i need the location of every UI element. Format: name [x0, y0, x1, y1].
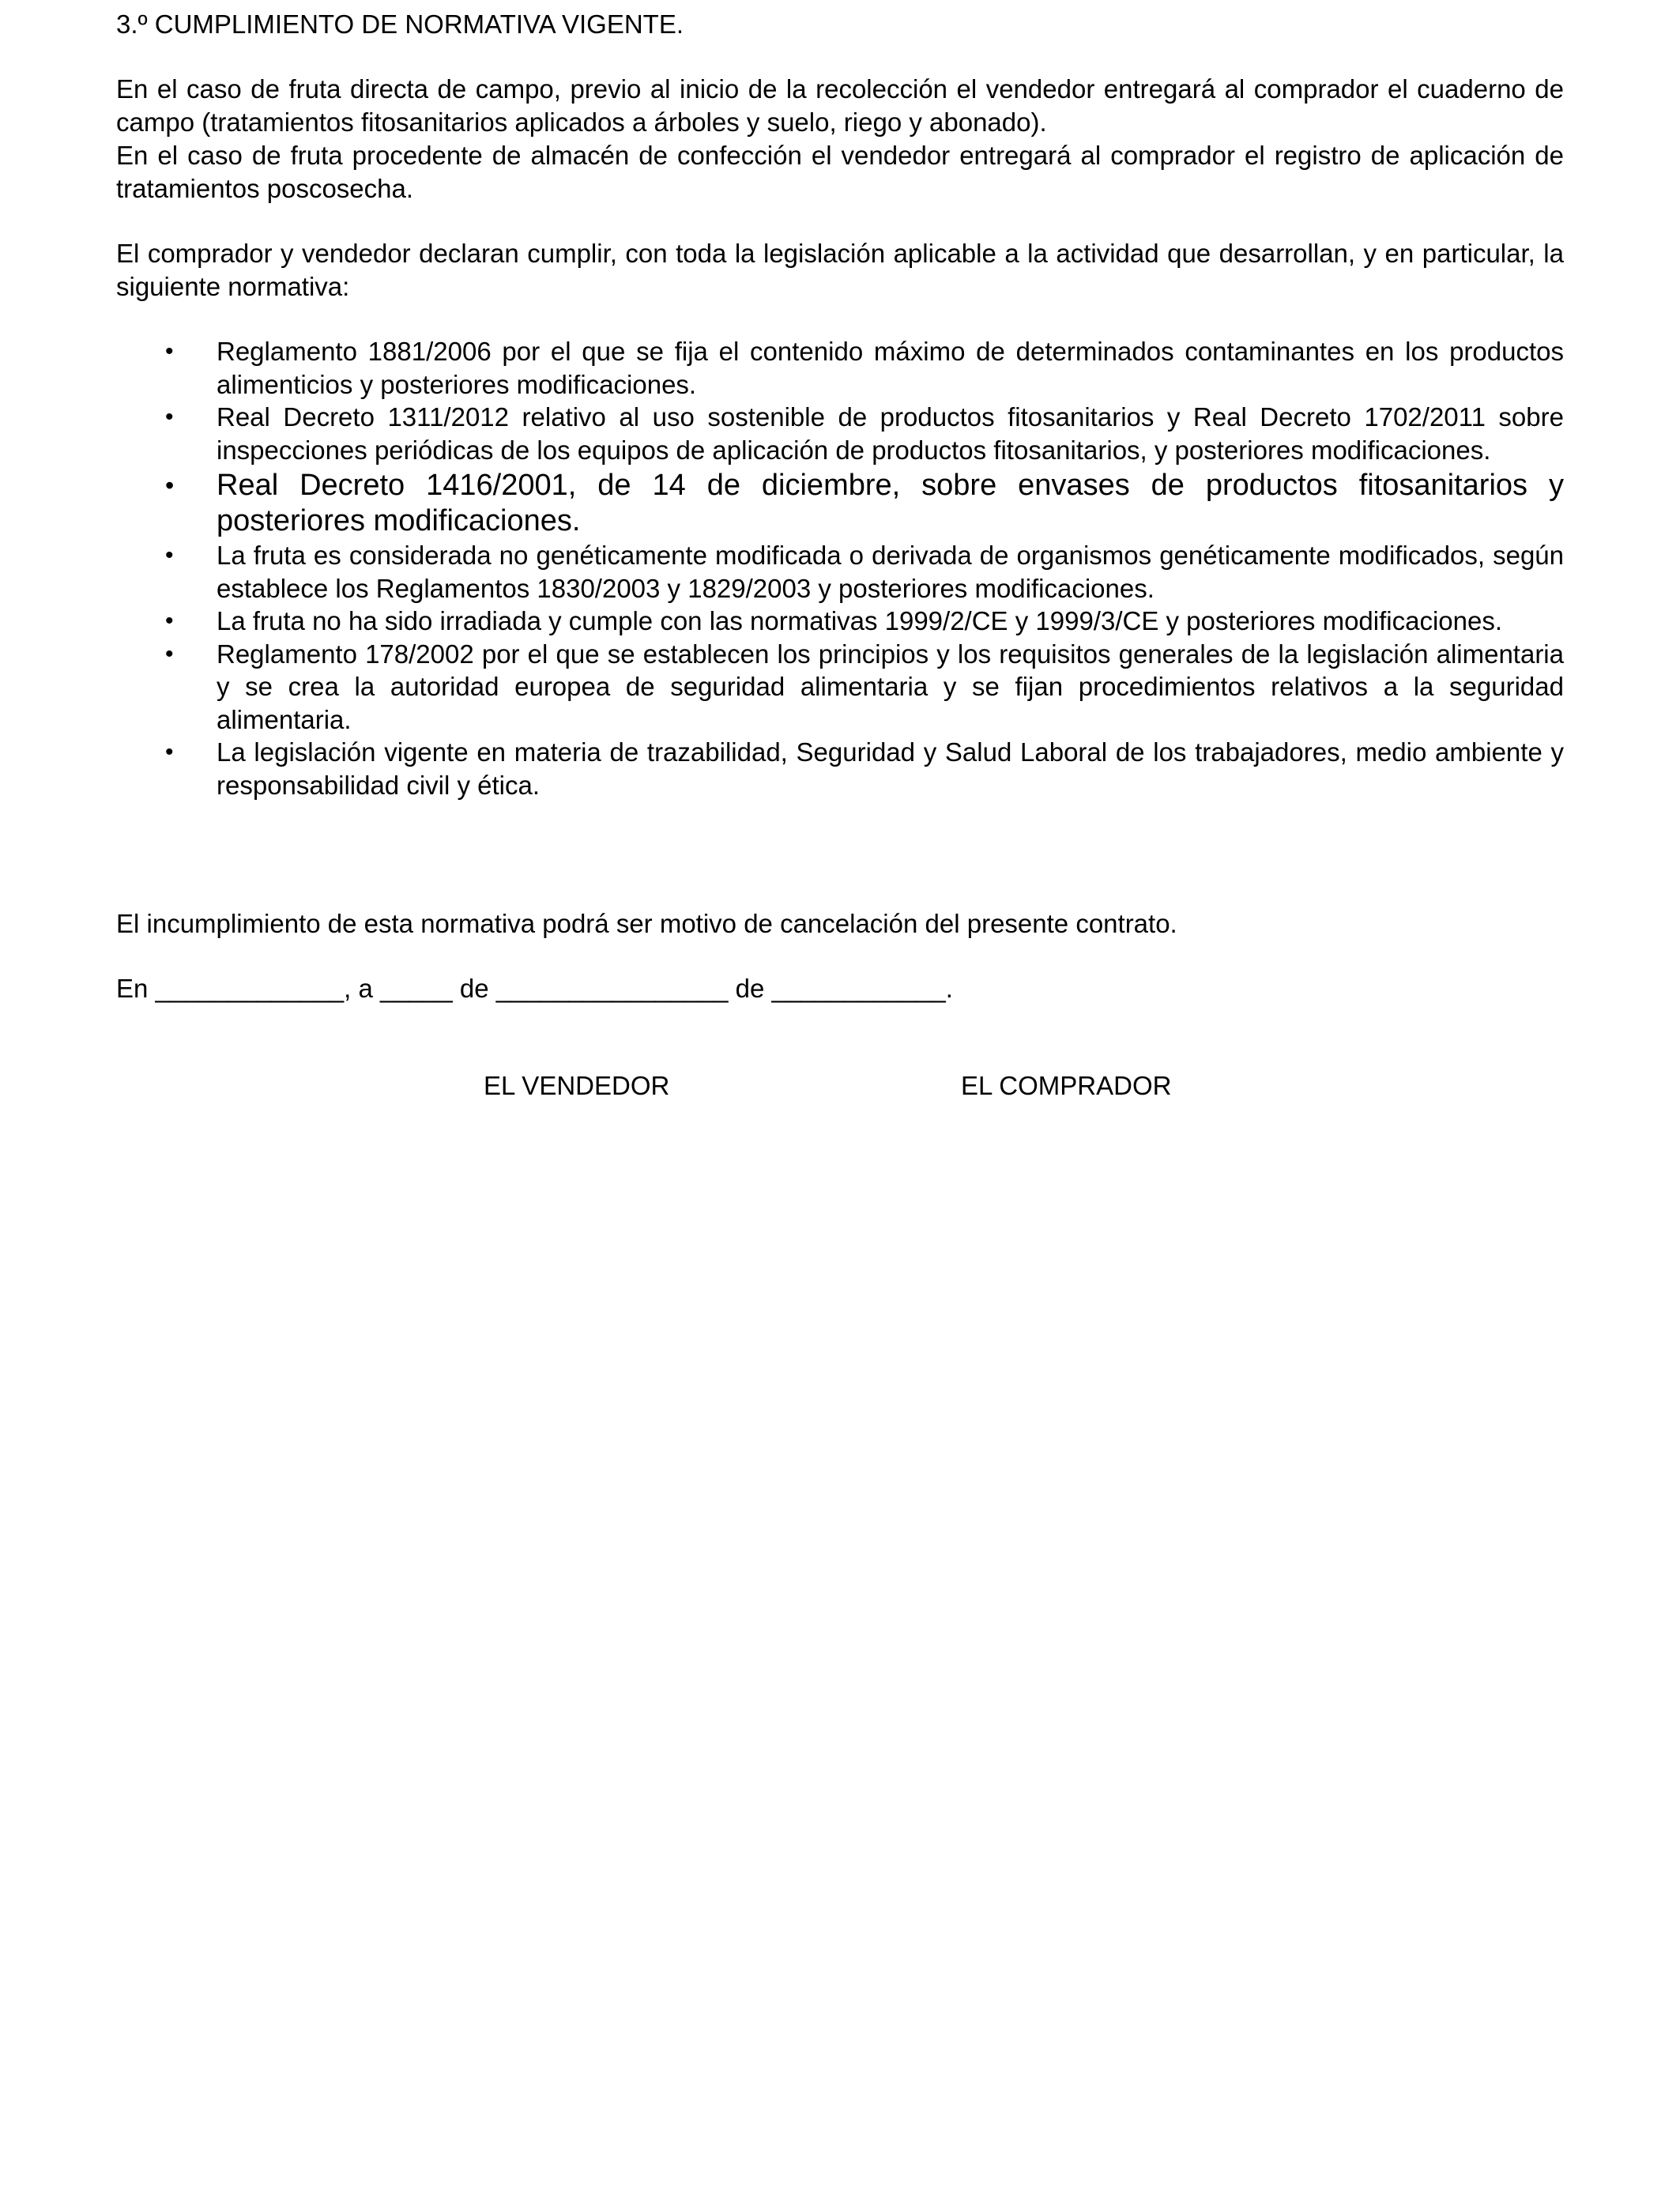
- section-heading: 3.º CUMPLIMIENTO DE NORMATIVA VIGENTE.: [116, 9, 684, 39]
- list-item-text: La fruta es considerada no genéticamente modificada o derivada de organismos genéticamente modificados, según establece los Reglamentos 1830/2003 y 1829/2003 y posteriores modificaciones.: [217, 541, 1564, 603]
- bullet-icon: •: [165, 542, 174, 568]
- bullet-icon: •: [165, 338, 174, 364]
- list-item: [116, 335, 1564, 401]
- list-item: [116, 605, 1564, 638]
- list-item-text: La legislación vigente en materia de trazabilidad, Seguridad y Salud Laboral de los trabajadores, medio ambiente y responsabilidad civil y ética.: [217, 737, 1564, 800]
- bullet-icon: •: [165, 739, 174, 765]
- paragraph-cuaderno-campo: En el caso de fruta directa de campo, previo al inicio de la recolección el vendedor entregará al comprador el cuaderno de campo (tratamientos fitosanitarios aplicados a árboles y suelo, riego y abonado).: [116, 74, 1564, 137]
- list-item: [116, 401, 1564, 466]
- date-place-line: En _____________, a _____ de ________________ de ____________.: [116, 974, 953, 1003]
- normativa-list: [116, 335, 1564, 801]
- paragraph-registro-poscosecha: En el caso de fruta procedente de almacén de confección el vendedor entregará al comprador el registro de aplicación de tratamientos poscosecha.: [116, 141, 1564, 203]
- list-item: [116, 468, 1564, 539]
- paragraph-incumplimiento: El incumplimiento de esta normativa podrá ser motivo de cancelación del presente contrato.: [116, 909, 1177, 938]
- list-item-text: Real Decreto 1311/2012 relativo al uso sostenible de productos fitosanitarios y Real Decreto 1702/2011 sobre inspecciones periódicas de los equipos de aplicación de productos fitosanitarios, y posteriores modificaciones.: [217, 402, 1564, 465]
- list-item-text: Reglamento 1881/2006 por el que se fija el contenido máximo de determinados contaminantes en los productos alimenticios y posteriores modificaciones.: [217, 337, 1564, 399]
- list-item-text: Reglamento 178/2002 por el que se establecen los principios y los requisitos generales de la legislación alimentaria y se crea la autoridad europea de seguridad alimentaria y se fijan procedimientos relativos a la seguridad alimentaria.: [217, 639, 1564, 734]
- signature-label-buyer: EL COMPRADOR: [961, 1071, 1172, 1100]
- bullet-icon: •: [165, 471, 175, 499]
- list-item: [116, 736, 1564, 801]
- bullet-icon: •: [165, 640, 174, 667]
- bullet-icon: •: [165, 404, 174, 430]
- document-page: [116, 0, 1564, 2194]
- list-item-text: La fruta no ha sido irradiada y cumple con las normativas 1999/2/CE y 1999/3/CE y posteriores modificaciones.: [217, 606, 1503, 635]
- bullet-icon: •: [165, 608, 174, 634]
- signature-label-seller: EL VENDEDOR: [484, 1071, 670, 1100]
- paragraph-legislacion-aplicable: El comprador y vendedor declaran cumplir, con toda la legislación aplicable a la actividad que desarrollan, y en particular, la siguiente normativa:: [116, 239, 1564, 301]
- list-item: [116, 539, 1564, 605]
- list-item-text: Real Decreto 1416/2001, de 14 de diciembre, sobre envases de productos fitosanitarios y posteriores modificaciones.: [217, 469, 1564, 537]
- list-item: [116, 638, 1564, 737]
